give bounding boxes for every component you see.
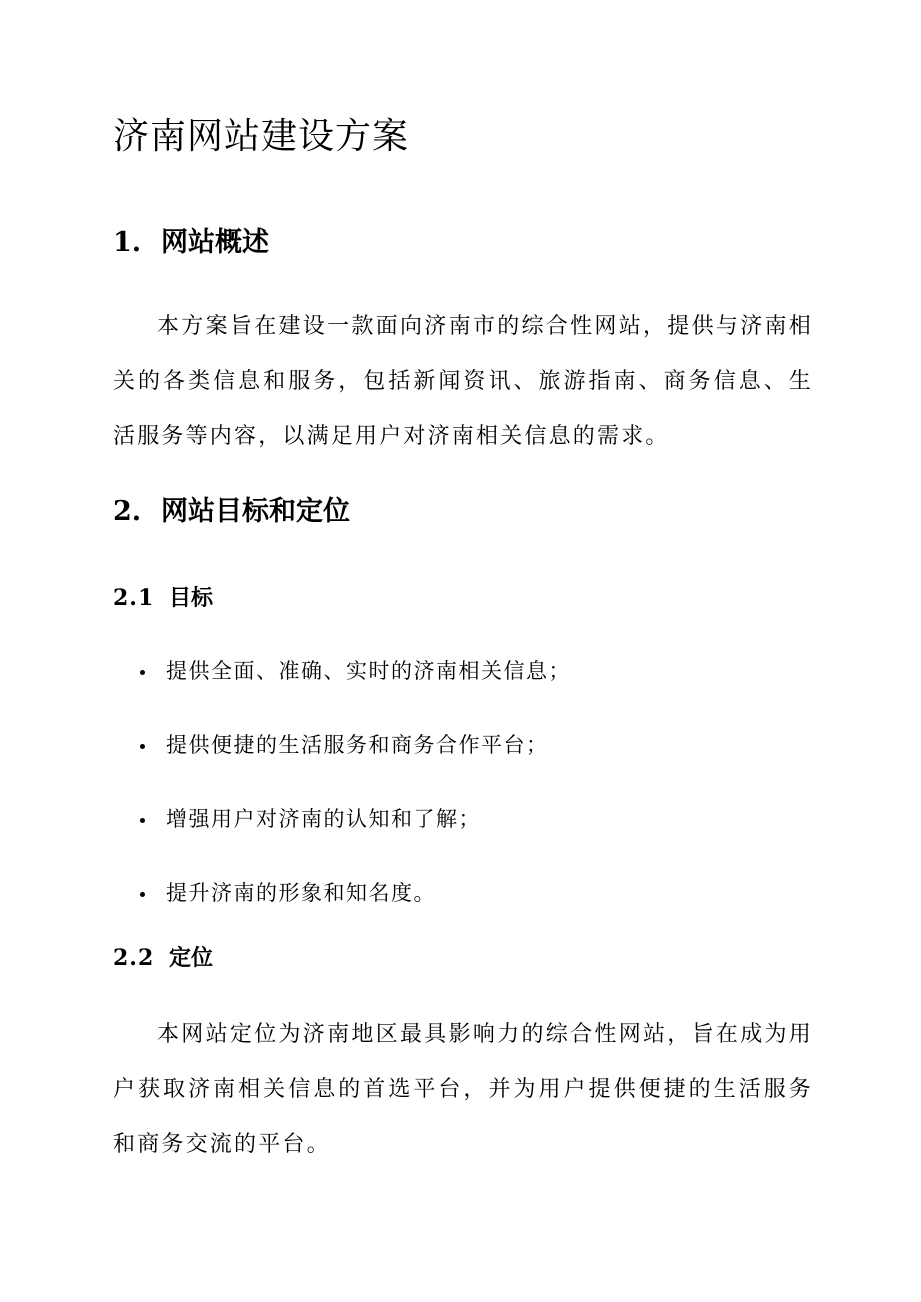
list-item-text: 提供全面、准确、实时的济南相关信息； [166,659,571,683]
list-item [140,872,571,946]
section-1-heading [113,225,269,261]
subsection-2-1-title: 目标 [169,585,214,611]
bullet-icon [140,670,145,675]
subsection-2-2-paragraph: 本网站定位为济南地区最具影响力的综合性网站，旨在成为用户获取济南相关信息的首选平台，并为用户提供便捷的生活服务和商务交流的平台。 [113,1022,813,1157]
subsection-2-1-number: 2.1 [113,585,155,611]
goals-list [140,650,571,946]
section-1-title: 网站概述 [161,227,269,258]
bullet-icon [140,892,145,897]
section-1-number: 1. [113,227,142,258]
section-2-title: 网站目标和定位 [161,496,350,527]
subsection-2-2-number: 2.2 [113,945,155,971]
section-1-paragraph: 本方案旨在建设一款面向济南市的综合性网站，提供与济南相关的各类信息和服务，包括新闻资讯、旅游指南、商务信息、生活服务等内容，以满足用户对济南相关信息的需求。 [113,314,813,449]
list-item [140,724,571,798]
list-item [140,798,571,872]
list-item-text: 提升济南的形象和知名度。 [166,881,436,905]
subsection-2-2-title: 定位 [169,945,214,971]
bullet-icon [140,744,145,749]
subsection-2-1-heading [113,582,213,614]
subsection-2-2-heading [113,942,213,974]
list-item [140,650,571,724]
list-item-text: 提供便捷的生活服务和商务合作平台； [166,733,549,757]
section-2-number: 2. [113,496,142,527]
list-item-text: 增强用户对济南的认知和了解； [166,807,481,831]
document-title: 济南网站建设方案 [113,116,410,157]
section-2-heading [113,494,350,530]
bullet-icon [140,818,145,823]
